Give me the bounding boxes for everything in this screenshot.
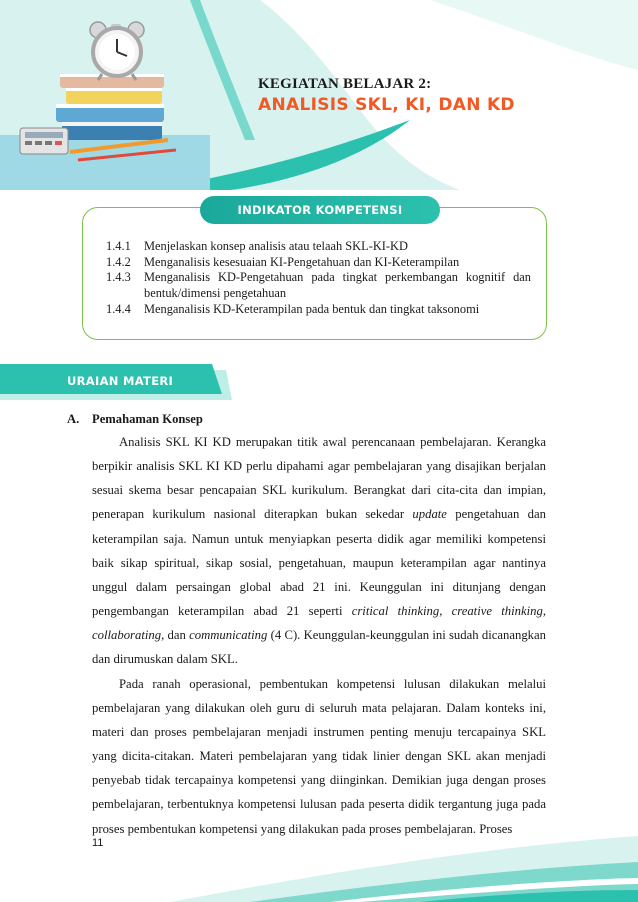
header-banner: [0, 0, 638, 190]
subsection-title: Pemahaman Konsep: [92, 412, 203, 426]
subsection-letter: A.: [67, 412, 80, 426]
activity-kicker: KEGIATAN BELAJAR 2:: [258, 76, 432, 92]
paragraph: Analisis SKL KI KD merupakan titik awal perencanaan pembelajaran. Kerangka berpikir analisis SKL KI KD perlu dipahami agar pembelajaran yang disajikan berjalan sesuai skema besar pencapaian SKL kurikulum. Berangkat dari cita-cita dan impian, penerapan kurikulum nasional diterapkan bukan sekedar update pengetahuan dan keterampilan saja. Namun untuk menyiapkan peserta didik agar memiliki kompetensi baik sikap spiritual, sikap sosial, pengetahuan, maupun keterampilan agar nantinya unggul dalam persaingan global abad 21 ini. Keunggulan ini ditunjang dengan pengembangan keterampilan abad 21 seperti critical thinking, creative thinking, collaborating, dan communicating (4 C). Keunggulan-keunggulan ini sudah dicanangkan dan dirumuskan dalam SKL.: [92, 435, 546, 667]
indicator-number: 1.4.1: [106, 239, 131, 253]
indicator-item: [106, 239, 531, 255]
indicator-item: [106, 302, 531, 318]
indicator-list: [106, 239, 531, 318]
indicator-text: Menjelaskan konsep analisis atau telaah SKL-KI-KD: [144, 239, 408, 253]
indicator-item: [106, 270, 531, 301]
book-stack-image: [56, 74, 164, 140]
italic-term: update: [412, 507, 447, 522]
indicator-label: INDIKATOR KOMPETENSI: [200, 196, 440, 224]
body-text: [92, 430, 546, 841]
indicator-number: 1.4.4: [106, 301, 131, 316]
indicator-item: [106, 255, 531, 271]
calculator-icon: [20, 128, 68, 154]
italic-term: critical thinking, creative thinking, collaborating,: [92, 604, 546, 643]
subsection-heading: [67, 412, 203, 427]
indicator-text: Menganalisis KD-Pengetahuan pada tingkat perkembangan kognitif dan bentuk/dimensi pengetahuan: [144, 270, 531, 301]
indicator-text: Menganalisis kesesuaian KI-Pengetahuan dan KI-Keterampilan: [144, 254, 460, 269]
italic-term: communicating: [189, 628, 268, 643]
activity-title: ANALISIS SKL, KI, DAN KD: [258, 95, 515, 115]
title-block: [258, 76, 515, 115]
indicator-number: 1.4.3: [106, 270, 131, 285]
paragraph: Pada ranah operasional, pembentukan kompetensi lulusan dilakukan melalui pembelajaran yang dilakukan oleh guru di seluruh mata pelajaran. Dalam konteks ini, materi dan proses pembelajaran menjadi instrumen penting menuju tercapainya SKL yang dicita-citakan. Materi pembelajaran yang tidak linier dengan SKL akan menjadi penyebab tidak tercapainya kompetensi yang diinginkan. Demikian juga dengan proses pembelajaran, terbentuknya kompetensi lulusan pada peserta didik tergantung juga pada proses pembentukan kompetensi yang dilakukan pada proses pembelajaran. Proses: [92, 676, 546, 836]
header-wave-right: [430, 0, 638, 70]
indicator-text: Menganalisis KD-Keterampilan pada bentuk dan tingkat taksonomi: [144, 301, 480, 316]
indicator-number: 1.4.2: [106, 254, 131, 269]
page-number: 11: [92, 837, 104, 849]
section-title: URAIAN MATERI: [67, 374, 174, 388]
